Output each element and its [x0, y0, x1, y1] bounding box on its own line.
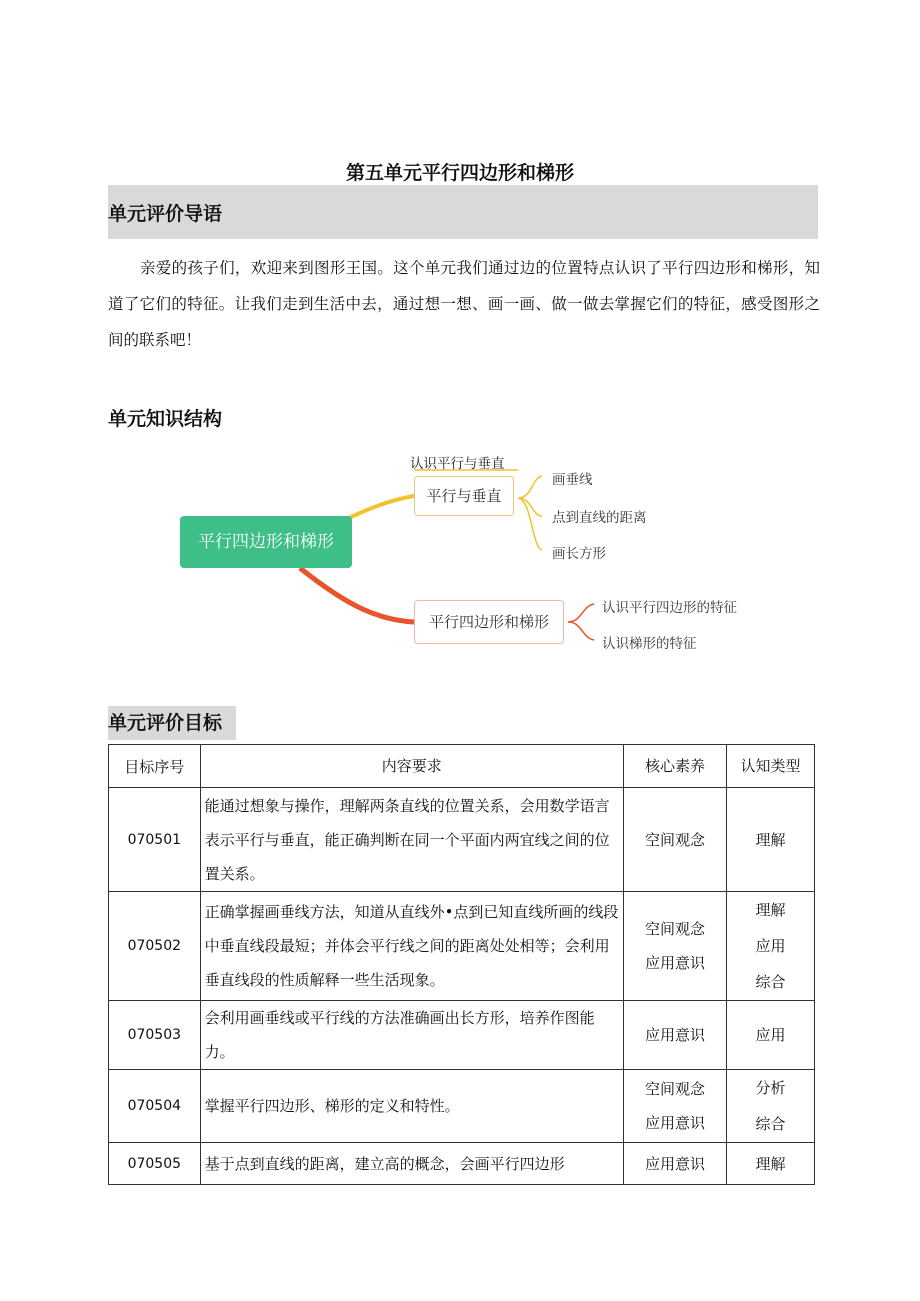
goal-content: 正确掌握画垂线方法，知道从直线外•点到已知直线所画的线段中垂直线段最短；并体会平行线之间的距离处处相等；会利用垂直线段的性质解释一些生活现象。: [200, 892, 623, 1001]
goal-type: 分析 综合: [726, 1070, 814, 1143]
mindmap-leaf-parallelogram-features: 认识平行四边形的特征: [602, 600, 737, 616]
table-row: [109, 788, 815, 892]
header-core-literacy: 核心素养: [624, 745, 727, 788]
goal-id: 070501: [109, 788, 201, 892]
mindmap-leaf-point-line-distance: 点到直线的距离: [552, 510, 647, 526]
mindmap-caption: 认识平行与垂直: [410, 456, 505, 472]
goal-id: 070504: [109, 1070, 201, 1143]
mindmap-leaf-draw-rectangle: 画长方形: [552, 546, 606, 562]
goal-core: 空间观念 应用意识: [624, 1070, 727, 1143]
mindmap-leaf-trapezoid-features: 认识梯形的特征: [602, 636, 697, 652]
bracket-branch-1: [518, 476, 542, 550]
goal-type: 理解 应用 综合: [726, 892, 814, 1001]
goals-heading: 单元评价目标: [108, 706, 236, 740]
goal-type: 理解: [726, 1143, 814, 1185]
intro-heading: 单元评价导语: [108, 185, 818, 239]
goal-id: 070505: [109, 1143, 201, 1185]
goal-type: 应用: [726, 1001, 814, 1070]
goal-core: 应用意识: [624, 1001, 727, 1070]
mindmap-branch-parallelogram-trapezoid: 平行四边形和梯形: [414, 600, 564, 644]
table-row: [109, 1143, 815, 1185]
goal-content: 掌握平行四边形、梯形的定义和特性。: [200, 1070, 623, 1143]
header-cognitive-type: 认知类型: [726, 745, 814, 788]
goal-type: 理解: [726, 788, 814, 892]
connector-branch-2: [300, 568, 414, 622]
goal-id: 070503: [109, 1001, 201, 1070]
mindmap-branch-parallel-perpendicular: 平行与垂直: [414, 476, 514, 516]
goal-content: 能通过想象与操作，理解两条直线的位置关系，会用数学语言表示平行与垂直，能正确判断在同一个平面内两宜线之间的位置关系。: [200, 788, 623, 892]
structure-heading: 单元知识结构: [108, 408, 223, 430]
knowledge-mindmap: [170, 448, 790, 658]
table-header-row: [109, 745, 815, 788]
intro-paragraph: 亲爱的孩子们，欢迎来到图形王国。这个单元我们通过边的位置特点认识了平行四边形和梯形，知道了它们的特征。让我们走到生活中去，通过想一想、画一画、做一做去掌握它们的特征，感受图形之间的联系吧！: [108, 259, 820, 349]
goal-core: 空间观念: [624, 788, 727, 892]
header-goal-id: 目标序号: [109, 745, 201, 788]
document-title: 第五单元平行四边形和梯形: [345, 162, 574, 184]
header-content: 内容要求: [200, 745, 623, 788]
mindmap-leaf-draw-perpendicular: 画垂线: [552, 472, 593, 488]
goal-core: 空间观念 应用意识: [624, 892, 727, 1001]
table-row: [109, 892, 815, 1001]
goal-id: 070502: [109, 892, 201, 1001]
goals-table: [108, 744, 815, 1185]
table-row: [109, 1070, 815, 1143]
table-row: [109, 1001, 815, 1070]
goal-core: 应用意识: [624, 1143, 727, 1185]
goal-content: 会利用画垂线或平行线的方法准确画出长方形，培养作图能力。: [200, 1001, 623, 1070]
bracket-branch-2: [568, 604, 594, 640]
mindmap-root-node: 平行四边形和梯形: [180, 516, 352, 568]
goal-content: 基于点到直线的距离，建立高的概念，会画平行四边形: [200, 1143, 623, 1185]
